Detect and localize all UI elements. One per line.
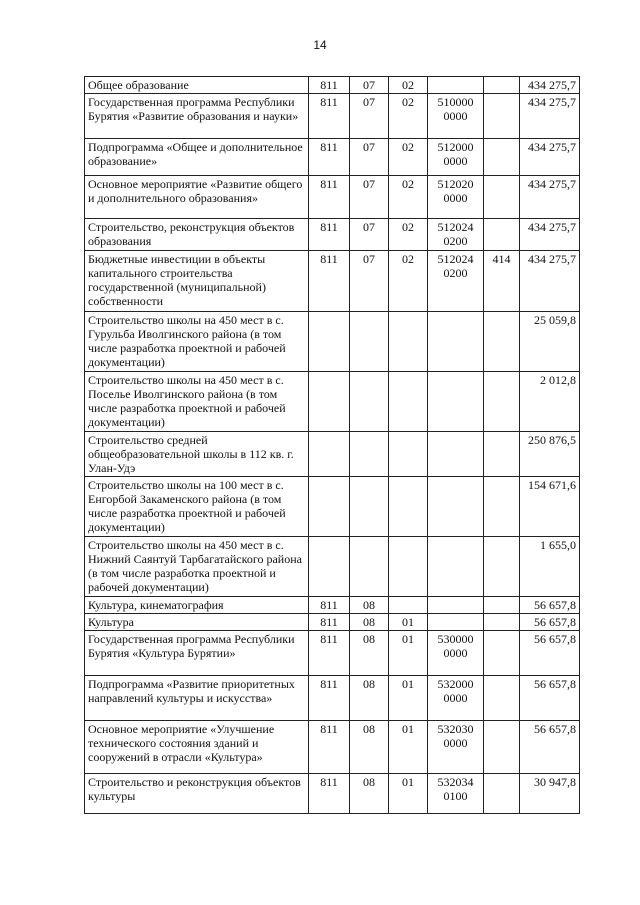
row-target-article bbox=[428, 537, 484, 597]
row-section-code bbox=[350, 537, 389, 597]
row-name: Строительство школы на 450 мест в с. Гурульба Иволгинского района (в том числе разработка проектной и рабочей документации) bbox=[85, 312, 309, 372]
row-subsection-code: 02 bbox=[389, 219, 428, 251]
table-row bbox=[85, 631, 580, 676]
row-name: Подпрограмма «Общее и дополнительное образование» bbox=[85, 139, 309, 176]
row-section-code bbox=[350, 372, 389, 432]
row-name: Строительство школы на 450 мест в с. Нижний Саянтуй Тарбагатайского района (в том числе разработка проектной и рабочей документации) bbox=[85, 537, 309, 597]
row-target-article bbox=[428, 614, 484, 631]
table-row bbox=[85, 312, 580, 372]
row-section-code bbox=[350, 477, 389, 537]
table-row bbox=[85, 94, 580, 139]
row-expense-type bbox=[484, 477, 520, 537]
row-ministry-code bbox=[309, 312, 350, 372]
row-ministry-code: 811 bbox=[309, 676, 350, 721]
row-name: Культура bbox=[85, 614, 309, 631]
row-amount: 1 655,0 bbox=[520, 537, 580, 597]
row-ministry-code: 811 bbox=[309, 614, 350, 631]
row-section-code: 07 bbox=[350, 94, 389, 139]
row-subsection-code bbox=[389, 432, 428, 477]
row-subsection-code: 01 bbox=[389, 774, 428, 814]
row-ministry-code: 811 bbox=[309, 94, 350, 139]
row-expense-type bbox=[484, 676, 520, 721]
row-target-article bbox=[428, 597, 484, 614]
table-row bbox=[85, 139, 580, 176]
row-target-article: 532034 0100 bbox=[428, 774, 484, 814]
table-row bbox=[85, 614, 580, 631]
row-subsection-code: 02 bbox=[389, 139, 428, 176]
row-amount: 2 012,8 bbox=[520, 372, 580, 432]
row-target-article: 512024 0200 bbox=[428, 251, 484, 312]
row-target-article bbox=[428, 432, 484, 477]
row-section-code: 07 bbox=[350, 219, 389, 251]
table-row bbox=[85, 774, 580, 814]
row-name: Основное мероприятие «Улучшение технического состояния зданий и сооружений в отрасли «Культура» bbox=[85, 721, 309, 774]
row-amount: 56 657,8 bbox=[520, 721, 580, 774]
table-row bbox=[85, 432, 580, 477]
budget-table bbox=[84, 76, 580, 814]
row-section-code: 08 bbox=[350, 774, 389, 814]
row-name: Культура, кинематография bbox=[85, 597, 309, 614]
row-expense-type bbox=[484, 614, 520, 631]
row-expense-type bbox=[484, 312, 520, 372]
row-amount: 25 059,8 bbox=[520, 312, 580, 372]
row-expense-type bbox=[484, 631, 520, 676]
row-amount: 434 275,7 bbox=[520, 176, 580, 219]
table-row bbox=[85, 597, 580, 614]
table-row bbox=[85, 77, 580, 94]
row-ministry-code: 811 bbox=[309, 251, 350, 312]
row-expense-type bbox=[484, 774, 520, 814]
row-ministry-code bbox=[309, 477, 350, 537]
row-target-article: 512000 0000 bbox=[428, 139, 484, 176]
table-row bbox=[85, 537, 580, 597]
row-amount: 154 671,6 bbox=[520, 477, 580, 537]
row-amount: 434 275,7 bbox=[520, 251, 580, 312]
row-subsection-code bbox=[389, 537, 428, 597]
row-ministry-code: 811 bbox=[309, 219, 350, 251]
row-subsection-code: 01 bbox=[389, 631, 428, 676]
row-name: Строительство и реконструкция объектов культуры bbox=[85, 774, 309, 814]
table-row bbox=[85, 477, 580, 537]
row-ministry-code: 811 bbox=[309, 631, 350, 676]
row-subsection-code: 01 bbox=[389, 614, 428, 631]
row-section-code: 08 bbox=[350, 631, 389, 676]
row-amount: 56 657,8 bbox=[520, 676, 580, 721]
row-expense-type bbox=[484, 537, 520, 597]
row-subsection-code: 02 bbox=[389, 94, 428, 139]
row-subsection-code bbox=[389, 597, 428, 614]
row-target-article bbox=[428, 372, 484, 432]
row-amount: 30 947,8 bbox=[520, 774, 580, 814]
row-expense-type bbox=[484, 139, 520, 176]
row-name: Строительство средней общеобразовательной школы в 112 кв. г. Улан-Удэ bbox=[85, 432, 309, 477]
row-section-code bbox=[350, 432, 389, 477]
row-section-code bbox=[350, 312, 389, 372]
row-name: Строительство школы на 450 мест в с. Поселье Иволгинского района (в том числе разработка проектной и рабочей документации) bbox=[85, 372, 309, 432]
table-row bbox=[85, 721, 580, 774]
row-section-code: 07 bbox=[350, 251, 389, 312]
row-target-article bbox=[428, 312, 484, 372]
row-amount: 434 275,7 bbox=[520, 94, 580, 139]
row-subsection-code: 01 bbox=[389, 676, 428, 721]
row-ministry-code: 811 bbox=[309, 176, 350, 219]
row-ministry-code bbox=[309, 372, 350, 432]
table-row bbox=[85, 219, 580, 251]
row-amount: 250 876,5 bbox=[520, 432, 580, 477]
row-section-code: 07 bbox=[350, 139, 389, 176]
row-name: Государственная программа Республики Бурятия «Развитие образования и науки» bbox=[85, 94, 309, 139]
row-name: Общее образование bbox=[85, 77, 309, 94]
row-subsection-code: 01 bbox=[389, 721, 428, 774]
row-ministry-code bbox=[309, 537, 350, 597]
row-expense-type bbox=[484, 94, 520, 139]
row-expense-type bbox=[484, 721, 520, 774]
row-target-article: 512020 0000 bbox=[428, 176, 484, 219]
row-section-code: 07 bbox=[350, 176, 389, 219]
row-name: Основное мероприятие «Развитие общего и дополнительного образования» bbox=[85, 176, 309, 219]
row-section-code: 07 bbox=[350, 77, 389, 94]
row-target-article: 512024 0200 bbox=[428, 219, 484, 251]
row-expense-type bbox=[484, 597, 520, 614]
row-ministry-code: 811 bbox=[309, 721, 350, 774]
row-subsection-code: 02 bbox=[389, 251, 428, 312]
row-amount: 56 657,8 bbox=[520, 631, 580, 676]
row-section-code: 08 bbox=[350, 597, 389, 614]
row-target-article bbox=[428, 77, 484, 94]
row-target-article: 532030 0000 bbox=[428, 721, 484, 774]
row-target-article bbox=[428, 477, 484, 537]
row-name: Строительство, реконструкция объектов образования bbox=[85, 219, 309, 251]
table-row bbox=[85, 676, 580, 721]
row-amount: 434 275,7 bbox=[520, 77, 580, 94]
table-row bbox=[85, 372, 580, 432]
row-name: Государственная программа Республики Бурятия «Культура Бурятии» bbox=[85, 631, 309, 676]
page-number: 14 bbox=[313, 38, 327, 52]
row-name: Подпрограмма «Развитие приоритетных направлений культуры и искусства» bbox=[85, 676, 309, 721]
row-expense-type bbox=[484, 176, 520, 219]
row-name: Бюджетные инвестиции в объекты капитального строительства государственной (муниципальной) собственности bbox=[85, 251, 309, 312]
row-section-code: 08 bbox=[350, 721, 389, 774]
row-amount: 56 657,8 bbox=[520, 597, 580, 614]
row-target-article: 532000 0000 bbox=[428, 676, 484, 721]
row-subsection-code bbox=[389, 477, 428, 537]
row-ministry-code: 811 bbox=[309, 139, 350, 176]
row-expense-type: 414 bbox=[484, 251, 520, 312]
row-subsection-code bbox=[389, 372, 428, 432]
row-expense-type bbox=[484, 219, 520, 251]
row-ministry-code: 811 bbox=[309, 774, 350, 814]
row-ministry-code: 811 bbox=[309, 597, 350, 614]
row-target-article: 510000 0000 bbox=[428, 94, 484, 139]
row-expense-type bbox=[484, 372, 520, 432]
row-amount: 434 275,7 bbox=[520, 139, 580, 176]
row-ministry-code: 811 bbox=[309, 77, 350, 94]
row-section-code: 08 bbox=[350, 676, 389, 721]
row-subsection-code: 02 bbox=[389, 176, 428, 219]
row-name: Строительство школы на 100 мест в с. Енгорбой Закаменского района (в том числе разработка проектной и рабочей документации) bbox=[85, 477, 309, 537]
row-amount: 434 275,7 bbox=[520, 219, 580, 251]
row-expense-type bbox=[484, 432, 520, 477]
row-expense-type bbox=[484, 77, 520, 94]
row-ministry-code bbox=[309, 432, 350, 477]
row-section-code: 08 bbox=[350, 614, 389, 631]
table-row bbox=[85, 251, 580, 312]
row-target-article: 530000 0000 bbox=[428, 631, 484, 676]
row-subsection-code: 02 bbox=[389, 77, 428, 94]
row-subsection-code bbox=[389, 312, 428, 372]
budget-table-body bbox=[85, 77, 580, 814]
row-amount: 56 657,8 bbox=[520, 614, 580, 631]
table-row bbox=[85, 176, 580, 219]
